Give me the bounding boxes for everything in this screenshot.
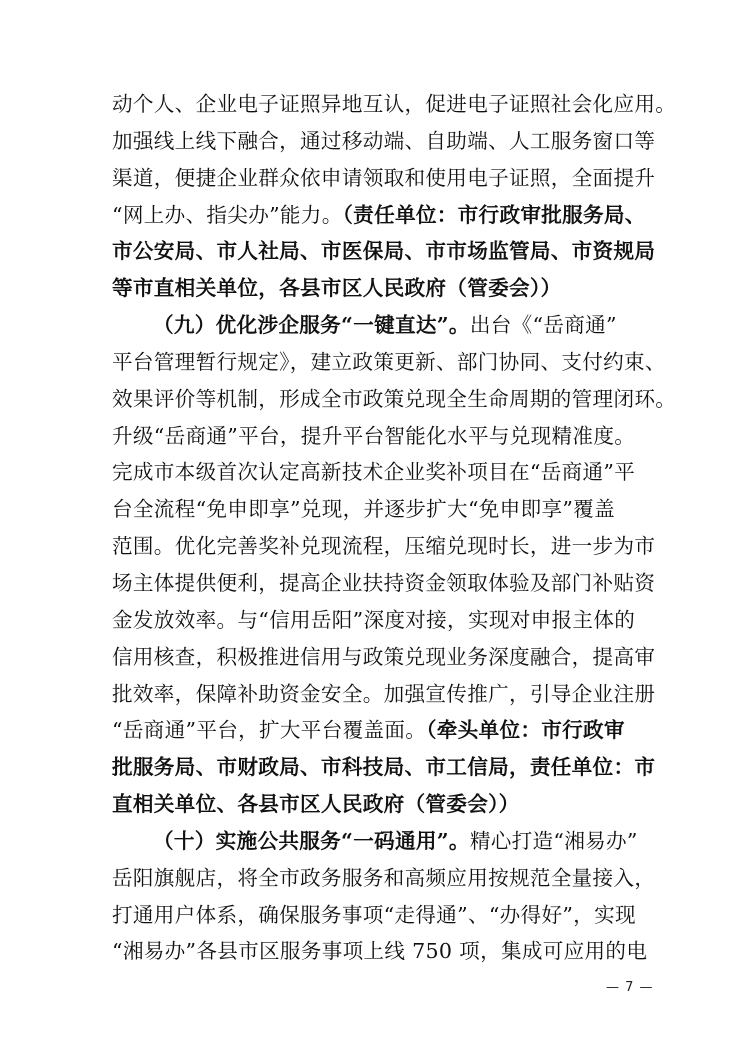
text-line: [112, 897, 642, 934]
bold-text-segment: 直相关单位、各县市区人民政府（管委会））: [112, 792, 520, 817]
text-line: [112, 418, 642, 455]
text-line: [112, 749, 656, 786]
text-line: [112, 160, 656, 197]
text-line: [112, 344, 666, 381]
text-segment: 信用核查，积极推进信用与政策兑现业务深度融合，提高审: [112, 644, 656, 669]
text-line: [112, 491, 642, 528]
bold-text-segment: 等市直相关单位，各县市区人民政府（管委会））: [112, 276, 562, 301]
text-line: [112, 123, 656, 160]
text-line: [112, 86, 677, 123]
text-segment: 完成市本级首次认定高新技术企业奖补项目在“岳商通”平: [112, 460, 636, 485]
bold-text-segment: （牵头单位：市行政审: [426, 718, 625, 743]
bold-text-segment: （责任单位：市行政审批服务局、: [342, 202, 646, 227]
text-line: [112, 197, 646, 234]
text-line: [112, 270, 642, 307]
text-line: [112, 860, 656, 897]
text-line: [112, 381, 677, 418]
text-segment: 动个人、企业电子证照异地互认，促进电子证照社会化应用。: [112, 92, 677, 116]
text-segment: 岳阳旗舰店，将全市政务服务和高频应用按规范全量接入，: [112, 865, 656, 890]
text-line: [112, 676, 656, 713]
text-segment: “网上办、指尖办”能力。: [112, 202, 343, 227]
text-line: [112, 528, 656, 565]
text-segment: 加强线上线下融合，通过移动端、自助端、人工服务窗口等: [112, 128, 656, 153]
text-line: [112, 454, 642, 491]
text-line: [112, 712, 642, 749]
text-segment: 范围。优化完善奖补兑现流程，压缩兑现时长，进一步为市: [112, 534, 656, 559]
page-number: — 7 —: [606, 980, 654, 995]
text-line: [112, 933, 648, 970]
bold-text-segment: 市公安局、市人社局、市医保局、市市场监管局、市资规局: [112, 239, 656, 264]
text-line: [112, 823, 642, 860]
text-segment: 精心打造“湘易办”: [469, 828, 638, 853]
body-text: [112, 86, 677, 970]
text-segment: “岳商通”平台，扩大平台覆盖面。: [112, 718, 427, 743]
text-segment: 渠道，便捷企业群众依申请领取和使用电子证照，全面提升: [112, 165, 656, 190]
text-segment: 打通用户体系，确保服务事项“走得通”、“办得好”，实现: [112, 902, 636, 927]
bold-text-segment: 批服务局、市财政局、市科技局、市工信局，责任单位：市: [112, 755, 656, 780]
text-segment: 台全流程“免申即享”兑现，并逐步扩大“免申即享”覆盖: [112, 497, 615, 522]
text-segment: 场主体提供便利，提高企业扶持资金领取体验及部门补贴资: [112, 570, 656, 595]
text-segment: 出台《“岳商通”: [469, 313, 617, 338]
text-segment: 升级“岳商通”平台，提升平台智能化水平与兑现精准度。: [112, 423, 636, 448]
text-line: [112, 233, 656, 270]
text-segment: 批效率，保障补助资金安全。加强宣传推广，引导企业注册: [112, 681, 656, 706]
text-line: [112, 602, 642, 639]
bold-text-segment: （十）实施公共服务“一码通用”。: [153, 828, 470, 853]
text-segment: “湘易办”各县市区服务事项上线 750 项，集成可应用的电: [112, 939, 648, 964]
bold-text-segment: （九）优化涉企服务“一键直达”。: [153, 313, 470, 338]
text-segment: 平台管理暂行规定》，建立政策更新、部门协同、支付约束、: [112, 349, 666, 374]
text-line: [112, 639, 656, 676]
text-segment: 效果评价等机制，形成全市政策兑现全生命周期的管理闭环。: [112, 386, 677, 411]
text-segment: 金发放效率。与“信用岳阳”深度对接，实现对申报主体的: [112, 607, 636, 632]
text-line: [112, 565, 656, 602]
text-line: [112, 307, 642, 344]
text-line: [112, 786, 642, 823]
